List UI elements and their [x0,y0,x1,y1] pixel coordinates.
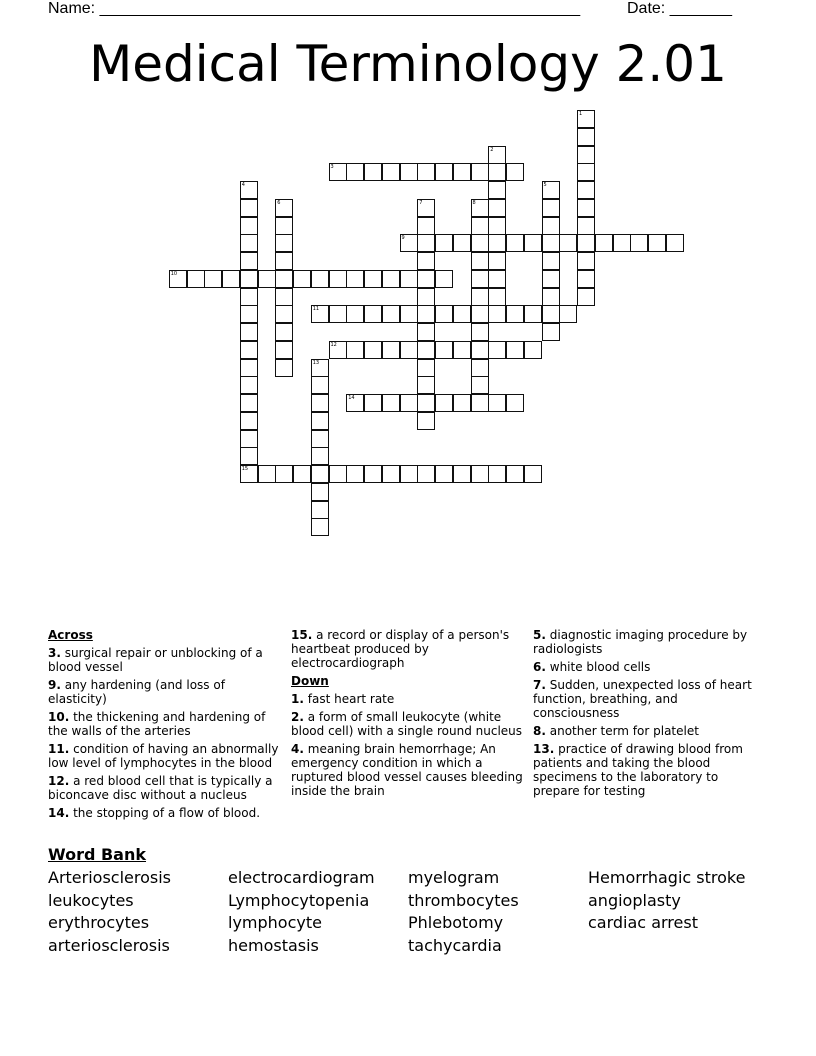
crossword-cell[interactable] [417,217,435,235]
crossword-cell[interactable] [488,341,506,359]
crossword-cell[interactable] [400,305,418,323]
word-bank-column-3 [408,867,519,957]
crossword-cell[interactable] [435,234,453,252]
crossword-cell[interactable] [382,270,400,288]
crossword-cell[interactable] [471,234,489,252]
word-bank-item: arteriosclerosis [48,935,170,955]
crossword-cell[interactable] [417,199,435,217]
crossword-cell[interactable] [275,199,293,217]
clue-number: 2 [490,146,494,153]
crossword-cell[interactable] [435,394,453,412]
crossword-cell[interactable] [240,447,258,465]
crossword-cell[interactable] [417,163,435,181]
crossword-cell[interactable] [488,465,506,483]
word-bank-item: Hemorrhagic stroke [588,868,746,887]
word-bank-item: erythrocytes [48,913,150,932]
crossword-cell[interactable] [364,394,382,412]
crossword-cell[interactable] [471,394,489,412]
crossword-cell[interactable] [240,288,258,306]
crossword-cell[interactable] [666,234,684,252]
clue-down-6: 6. white blood cells [533,660,651,674]
word-bank-column-4 [588,867,745,935]
crossword-cell[interactable] [435,305,453,323]
crossword-cell[interactable] [329,465,347,483]
crossword-cell[interactable] [506,394,524,412]
crossword-cell[interactable] [240,323,258,341]
crossword-cell[interactable] [577,163,595,181]
word-bank-item: hemostasis [228,935,319,955]
crossword-cell[interactable] [417,288,435,306]
crossword-cell[interactable] [169,270,187,288]
crossword-cell[interactable] [311,447,329,465]
crossword-cell[interactable] [471,288,489,306]
crossword-cell[interactable] [311,430,329,448]
crossword-cell[interactable] [400,394,418,412]
crossword-cell[interactable] [240,234,258,252]
crossword-cell[interactable] [506,234,524,252]
word-bank-column-1 [48,867,171,957]
crossword-cell[interactable] [364,163,382,181]
crossword-cell[interactable] [559,305,577,323]
clue-across-14: 14. the stopping of a flow of blood. [48,806,261,820]
crossword-cell[interactable] [524,465,542,483]
crossword-cell[interactable] [258,270,276,288]
crossword-cell[interactable] [471,270,489,288]
crossword-cell[interactable] [258,465,276,483]
crossword-cell[interactable] [311,359,329,377]
crossword-cell[interactable] [542,288,560,306]
crossword-cell[interactable] [506,465,524,483]
crossword-cell[interactable] [417,376,435,394]
crossword-cell[interactable] [400,270,418,288]
crossword-cell[interactable] [577,217,595,235]
clue-number: 10 [170,270,178,277]
crossword-cell[interactable] [471,199,489,217]
page-title: Medical Terminology 2.01 [89,35,727,93]
crossword-cell[interactable] [311,501,329,519]
clue-across-10: 10. the thickening and hardening of the walls of the arteries [48,710,266,738]
crossword-cell[interactable] [577,128,595,146]
crossword-cell[interactable] [364,305,382,323]
name-field[interactable]: Name: ______________________________________________________ [48,0,581,17]
crossword-cell[interactable] [488,217,506,235]
word-bank-item: cardiac arrest [588,913,698,932]
word-bank-item: Lymphocytopenia [228,890,370,910]
crossword-cell[interactable] [364,270,382,288]
crossword-cell[interactable] [417,252,435,270]
crossword-cell[interactable] [471,217,489,235]
crossword-cell[interactable] [453,163,471,181]
crossword-cell[interactable] [240,465,258,483]
crossword-cell[interactable] [275,288,293,306]
crossword-cell[interactable] [417,305,435,323]
crossword-cell[interactable] [293,465,311,483]
crossword-cell[interactable] [346,305,364,323]
crossword-cell[interactable] [275,341,293,359]
crossword-cell[interactable] [240,252,258,270]
word-bank-item: thrombocytes [408,890,519,910]
crossword-cell[interactable] [275,234,293,252]
clue-number: 1 [579,111,583,117]
crossword-cell[interactable] [311,483,329,501]
crossword-cell[interactable] [400,163,418,181]
crossword-cell[interactable] [400,341,418,359]
crossword-cell[interactable] [346,394,364,412]
crossword-cell[interactable] [506,163,524,181]
crossword-cell[interactable] [577,288,595,306]
crossword-cell[interactable] [524,305,542,323]
crossword-cell[interactable] [488,305,506,323]
clue-number: 11 [312,306,320,313]
crossword-cell[interactable] [488,163,506,181]
crossword-cell[interactable] [311,270,329,288]
crossword-cell[interactable] [471,305,489,323]
crossword-cell[interactable] [311,465,329,483]
crossword-cell[interactable] [488,181,506,199]
crossword-cell[interactable] [542,199,560,217]
word-bank-item: electrocardiogram [228,868,375,887]
crossword-cell[interactable] [542,252,560,270]
clue-number: 5 [543,182,547,188]
crossword-cell[interactable] [471,359,489,377]
crossword-cell[interactable] [311,376,329,394]
crossword-cell[interactable] [471,252,489,270]
crossword-cell[interactable] [240,270,258,288]
crossword-cell[interactable] [293,270,311,288]
crossword-cell[interactable] [577,270,595,288]
crossword-cell[interactable] [240,430,258,448]
crossword-cell[interactable] [542,234,560,252]
crossword-cell[interactable] [417,465,435,483]
word-bank-item: myelogram [408,868,500,887]
crossword-cell[interactable] [311,412,329,430]
word-bank-item: Phlebotomy [408,913,504,932]
crossword-cell[interactable] [400,465,418,483]
crossword-cell[interactable] [577,252,595,270]
crossword-cell[interactable] [435,341,453,359]
crossword-cell[interactable] [275,217,293,235]
clue-across-11: 11. condition of having an abnormally low level of lymphocytes in the blood [48,742,279,770]
crossword-cell[interactable] [187,270,205,288]
clue-number: 8 [472,199,476,206]
crossword-cell[interactable] [346,163,364,181]
crossword-cell[interactable] [222,270,240,288]
crossword-cell[interactable] [471,465,489,483]
crossword-cell[interactable] [400,234,418,252]
crossword-cell[interactable] [346,465,364,483]
crossword-cell[interactable] [471,376,489,394]
crossword-cell[interactable] [453,341,471,359]
crossword-cell[interactable] [577,199,595,217]
crossword-cell[interactable] [204,270,222,288]
crossword-cell[interactable] [275,305,293,323]
crossword-cell[interactable] [648,234,666,252]
crossword-cell[interactable] [506,341,524,359]
crossword-cell[interactable] [524,341,542,359]
crossword-cell[interactable] [630,234,648,252]
crossword-cell[interactable] [364,341,382,359]
crossword-cell[interactable] [453,234,471,252]
clue-number: 6 [277,199,281,206]
crossword-cell[interactable] [311,394,329,412]
crossword-cell[interactable] [453,394,471,412]
crossword-cell[interactable] [417,234,435,252]
word-bank-item: leukocytes [48,890,134,910]
crossword-cell[interactable] [382,394,400,412]
crossword-cell[interactable] [453,305,471,323]
crossword-cell[interactable] [488,288,506,306]
crossword-cell[interactable] [382,465,400,483]
clue-number: 3 [330,164,334,171]
clue-down-1: 1. fast heart rate [291,692,395,706]
crossword-cell[interactable] [488,234,506,252]
crossword-cell[interactable] [240,376,258,394]
crossword-cell[interactable] [417,359,435,377]
crossword-cell[interactable] [240,359,258,377]
crossword-cell[interactable] [275,359,293,377]
clue-across-12: 12. a red blood cell that is typically a biconcave disc without a nucleus [48,774,273,802]
crossword-cell[interactable] [240,341,258,359]
crossword-cell[interactable] [329,163,347,181]
crossword-cell[interactable] [577,110,595,128]
crossword-cell[interactable] [542,217,560,235]
clues-column-1 [48,628,282,824]
crossword-cell[interactable] [240,199,258,217]
crossword-cell[interactable] [275,252,293,270]
crossword-cell[interactable] [595,234,613,252]
crossword-cell[interactable] [329,341,347,359]
crossword-cell[interactable] [577,181,595,199]
word-bank-item: lymphocyte [228,913,322,932]
crossword-cell[interactable] [382,163,400,181]
word-bank-item: angioplasty [588,890,681,910]
clue-down-5: 5. diagnostic imaging procedure by radiologists [533,628,748,656]
crossword-cell[interactable] [577,234,595,252]
crossword-cell[interactable] [240,181,258,199]
crossword-cell[interactable] [453,465,471,483]
crossword-cell[interactable] [382,341,400,359]
clue-down-7: 7. Sudden, unexpected loss of heart function, breathing, and consciousness [533,678,752,720]
crossword-cell[interactable] [275,270,293,288]
crossword-cell[interactable] [488,146,506,164]
clue-down-2: 2. a form of small leukocyte (white blood cell) with a single round nucleus [291,710,523,738]
clue-number: 13 [312,359,320,366]
crossword-cell[interactable] [542,305,560,323]
word-bank-column-2 [228,867,375,957]
crossword-cell[interactable] [417,323,435,341]
crossword-cell[interactable] [471,341,489,359]
word-bank-title: Word Bank [48,845,147,864]
crossword-cell[interactable] [471,163,489,181]
crossword-cell[interactable] [417,412,435,430]
crossword-cell[interactable] [240,394,258,412]
crossword-cell[interactable] [542,270,560,288]
crossword-cell[interactable] [577,146,595,164]
crossword-cell[interactable] [471,323,489,341]
clue-across-15: 15. a record or display of a person's heartbeat produced by electrocardiograph [291,628,510,670]
crossword-cell[interactable] [311,305,329,323]
crossword-cell[interactable] [613,234,631,252]
clue-down-13: 13. practice of drawing blood from patients and taking the blood specimens to the laboratory to prepare for testing [533,742,743,798]
clue-number: 9 [401,235,405,242]
crossword-cell[interactable] [240,305,258,323]
clue-number: 12 [330,341,337,348]
word-bank-item: tachycardia [408,935,502,955]
crossword-cell[interactable] [488,252,506,270]
clue-number: 15 [241,466,249,472]
clue-across-3: 3. surgical repair or unblocking of a blood vessel [48,646,263,674]
crossword-cell[interactable] [524,234,542,252]
crossword-cell[interactable] [435,465,453,483]
clue-across-9: 9. any hardening (and loss of elasticity) [48,678,225,706]
clues-column-3 [533,628,767,802]
crossword-cell[interactable] [488,394,506,412]
crossword-cell[interactable] [417,341,435,359]
crossword-cell[interactable] [488,199,506,217]
crossword-cell[interactable] [329,305,347,323]
crossword-cell[interactable] [559,234,577,252]
clue-down-4: 4. meaning brain hemorrhage; An emergency condition in which a ruptured blood vessel causes bleeding inside the brain [291,742,523,798]
crossword-cell[interactable] [506,305,524,323]
clues-column-2 [291,628,525,802]
clue-number: 7 [419,199,423,206]
clue-down-8: 8. another term for platelet [533,724,699,738]
crossword-cell[interactable] [240,217,258,235]
crossword-cell[interactable] [346,341,364,359]
crossword-cell[interactable] [542,323,560,341]
crossword-cell[interactable] [364,465,382,483]
crossword-cell[interactable] [275,323,293,341]
crossword-cell[interactable] [329,270,347,288]
crossword-cell[interactable] [382,305,400,323]
crossword-cell[interactable] [435,163,453,181]
crossword-cell[interactable] [417,270,435,288]
clue-number: 4 [241,182,245,188]
clue-number: 14 [348,395,355,401]
across-heading: Across [48,628,93,642]
date-field[interactable]: Date: _______ [627,0,732,17]
crossword-cell[interactable] [417,394,435,412]
crossword-cell[interactable] [488,270,506,288]
crossword-cell[interactable] [542,181,560,199]
crossword-cell[interactable] [240,412,258,430]
crossword-cell[interactable] [346,270,364,288]
crossword-cell[interactable] [435,270,453,288]
crossword-cell[interactable] [311,518,329,536]
crossword-cell[interactable] [275,465,293,483]
word-bank-item: Arteriosclerosis [48,868,172,887]
down-heading: Down [291,674,329,688]
